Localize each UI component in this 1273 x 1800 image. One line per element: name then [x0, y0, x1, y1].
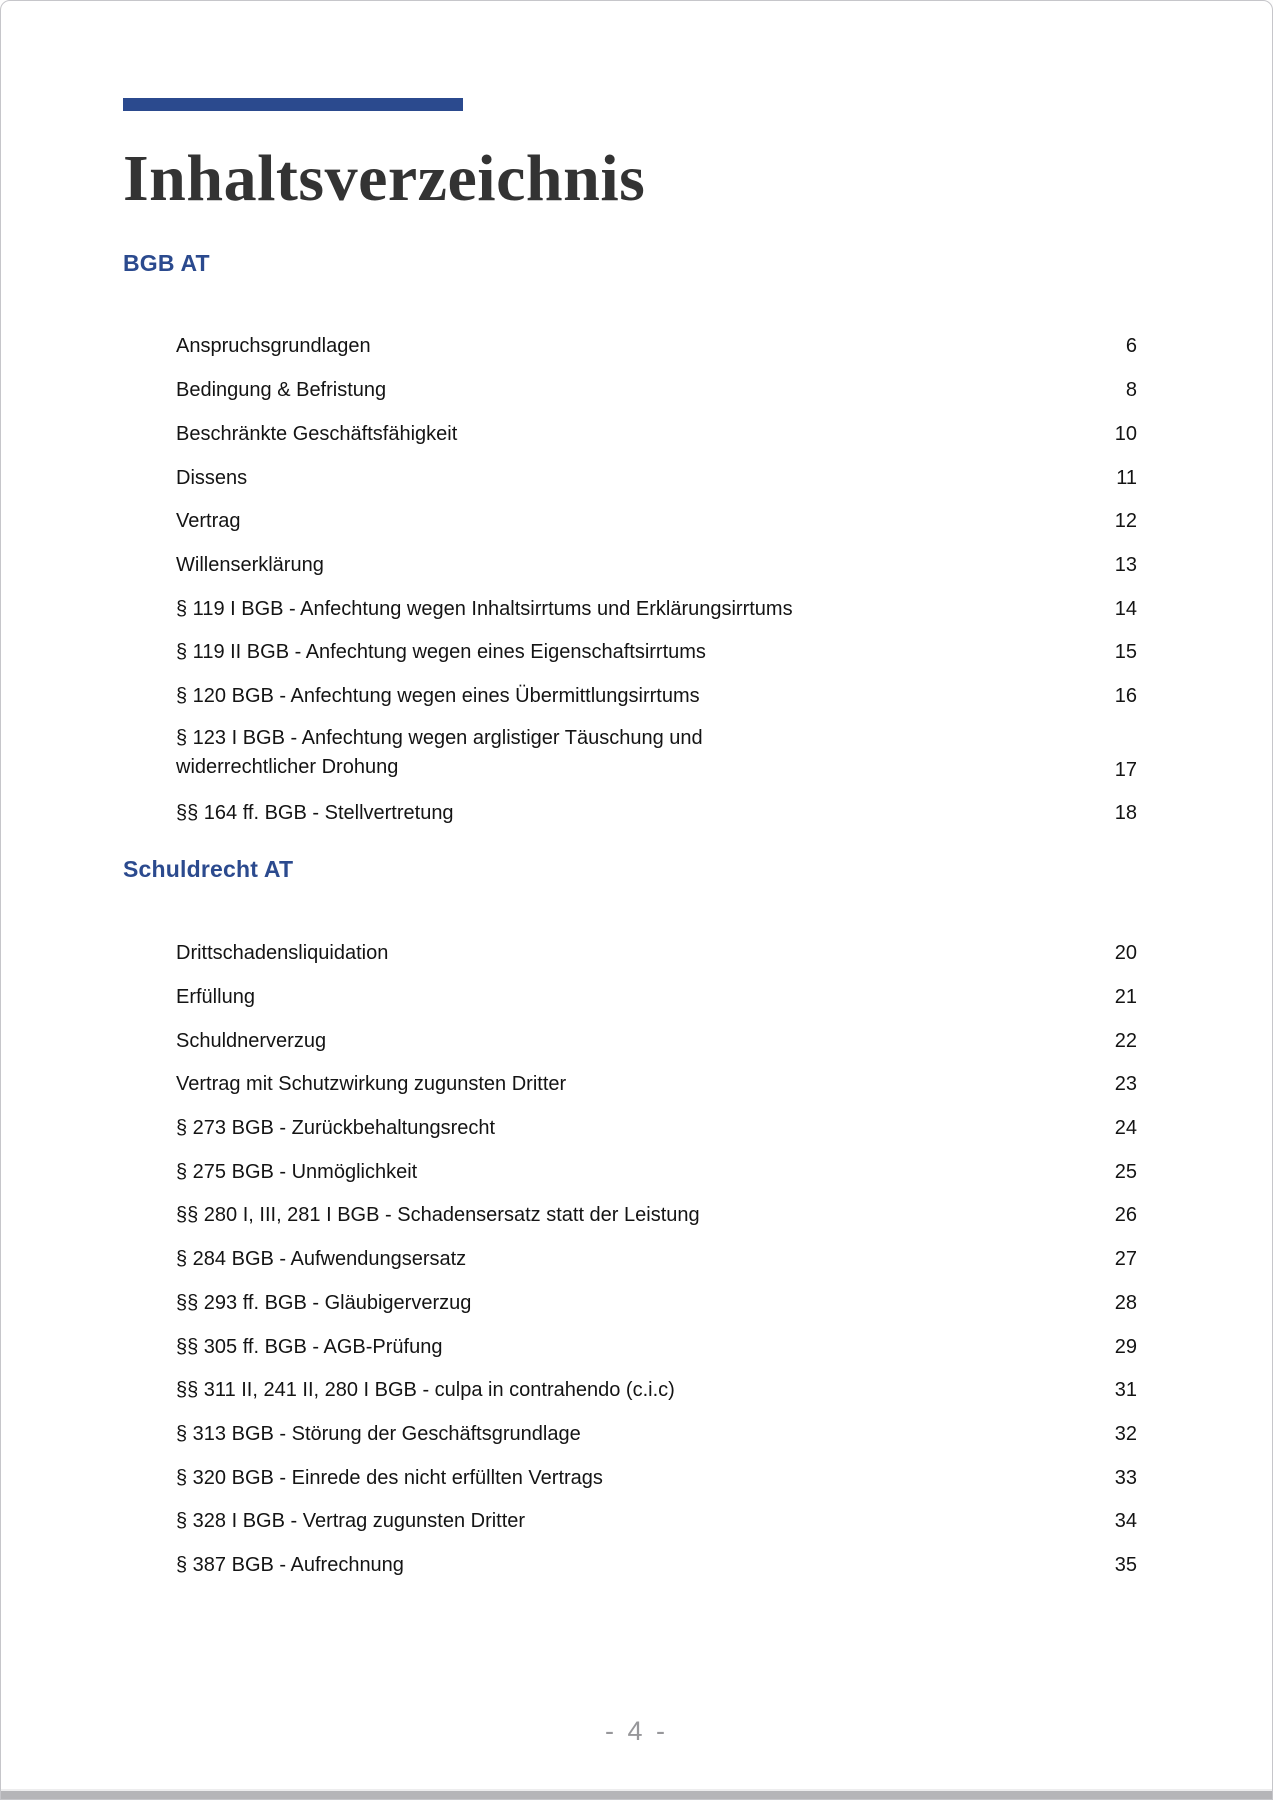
- toc-entry-label: § 119 I BGB - Anfechtung wegen Inhaltsirrtums und Erklärungsirrtums: [176, 597, 793, 620]
- toc-entry-page-number: 28: [1114, 1291, 1137, 1314]
- toc-entry-label: § 320 BGB - Einrede des nicht erfüllten Vertrags: [176, 1466, 603, 1489]
- toc-entry-label: §§ 280 I, III, 281 I BGB - Schadensersatz statt der Leistung: [176, 1204, 700, 1227]
- section-heading: Schuldrecht AT: [123, 856, 294, 883]
- toc-entry-page-number: 21: [1114, 986, 1137, 1008]
- toc-entry-page-number: 22: [1114, 1029, 1137, 1052]
- toc-entry-label: Vertrag mit Schutzwirkung zugunsten Dritter: [176, 1073, 567, 1096]
- toc-entry[interactable]: [176, 587, 1137, 631]
- toc-entry[interactable]: [176, 630, 1137, 674]
- toc-entry[interactable]: [176, 412, 1137, 456]
- toc-entry[interactable]: [176, 1237, 1137, 1281]
- toc-entry-label: § 120 BGB - Anfechtung wegen eines Übermittlungsirrtums: [176, 684, 700, 707]
- toc-entry-label: §§ 305 ff. BGB - AGB-Prüfung: [176, 1335, 443, 1358]
- page-bottom-edge: [1, 1789, 1272, 1799]
- toc-entry-page-number: 25: [1114, 1160, 1137, 1183]
- toc-entry-label: § 328 I BGB - Vertrag zugunsten Dritter: [176, 1510, 526, 1533]
- toc-entry-label: § 273 BGB - Zurückbehaltungsrecht: [176, 1117, 496, 1140]
- toc-entry-page-number: 32: [1114, 1422, 1137, 1445]
- toc-entry[interactable]: [176, 1019, 1137, 1063]
- toc-entry-page-number: 35: [1114, 1553, 1137, 1576]
- toc-entry[interactable]: [176, 499, 1137, 543]
- toc-entry[interactable]: [176, 1412, 1137, 1456]
- toc-entry-label: Beschränkte Geschäftsfähigkeit: [176, 422, 458, 445]
- toc-entry-page-number: 18: [1114, 801, 1137, 824]
- toc-entry[interactable]: [176, 543, 1137, 587]
- toc-section: [123, 856, 1137, 1586]
- toc-entry-label: Erfüllung: [176, 986, 255, 1008]
- toc-entry-page-number: 33: [1114, 1466, 1137, 1489]
- toc-section: [123, 250, 1137, 835]
- toc-entry[interactable]: [176, 674, 1137, 718]
- toc-entry-page-number: 26: [1114, 1204, 1137, 1227]
- toc-entry-page-number: 12: [1114, 510, 1137, 533]
- toc-entry[interactable]: [176, 1194, 1137, 1238]
- section-heading: BGB AT: [123, 249, 210, 276]
- toc-entry[interactable]: [176, 718, 1137, 791]
- toc-entry-label: §§ 164 ff. BGB - Stellvertretung: [176, 801, 454, 824]
- toc-entry-page-number: 29: [1114, 1335, 1137, 1358]
- toc-entry-label: § 275 BGB - Unmöglichkeit: [176, 1160, 418, 1183]
- toc-entry[interactable]: [176, 1456, 1137, 1500]
- toc-entry-page-number: 15: [1114, 641, 1137, 664]
- toc-entry-page-number: 23: [1114, 1073, 1137, 1096]
- toc-entry-label: Anspruchsgrundlagen: [176, 335, 371, 358]
- page-title: Inhaltsverzeichnis: [123, 142, 646, 215]
- toc-entry-page-number: 17: [1114, 758, 1137, 781]
- toc-entry[interactable]: [176, 1281, 1137, 1325]
- toc-entry-page-number: 6: [1125, 335, 1137, 358]
- toc-entry-page-number: 16: [1114, 684, 1137, 707]
- toc-entry[interactable]: [176, 1499, 1137, 1543]
- toc-entry-page-number: 8: [1125, 379, 1137, 402]
- toc-entry-label: Dissens: [176, 466, 248, 489]
- toc-entry[interactable]: [176, 975, 1137, 1019]
- toc-entry[interactable]: [176, 456, 1137, 500]
- toc-entry[interactable]: [176, 1368, 1137, 1412]
- toc-entry-label: Bedingung & Befristung: [176, 379, 387, 402]
- toc-entry-page-number: 13: [1114, 553, 1137, 576]
- toc-entry[interactable]: [176, 791, 1137, 835]
- toc-entry-label-line1: § 123 I BGB - Anfechtung wegen arglistiger Täuschung und: [176, 726, 703, 749]
- title-accent-bar: [123, 98, 463, 111]
- toc-entry-page-number: 20: [1114, 942, 1137, 965]
- toc-entry-page-number: 27: [1114, 1248, 1137, 1271]
- toc-entry-label: Willenserklärung: [176, 553, 324, 576]
- toc-entry-label: §§ 311 II, 241 II, 280 I BGB - culpa in contrahendo (c.i.c): [176, 1379, 675, 1402]
- toc-entry-page-number: 10: [1114, 422, 1137, 445]
- toc-content: [1, 1, 1272, 1587]
- toc-entry-label-line2: widerrechtlicher Drohung: [176, 755, 399, 778]
- toc-entry-label: § 313 BGB - Störung der Geschäftsgrundlage: [176, 1422, 581, 1445]
- toc-entry[interactable]: [176, 368, 1137, 412]
- toc-entry[interactable]: [176, 325, 1137, 369]
- toc-entry-page-number: 24: [1114, 1117, 1137, 1140]
- section-entries: [123, 325, 1137, 835]
- toc-entry[interactable]: [176, 931, 1137, 975]
- toc-entry[interactable]: [176, 1325, 1137, 1369]
- toc-entry[interactable]: [176, 1106, 1137, 1150]
- toc-entry[interactable]: [176, 1150, 1137, 1194]
- toc-entry-label: Drittschadensliquidation: [176, 942, 389, 965]
- toc-entry-page-number: 34: [1114, 1510, 1137, 1533]
- toc-sections: [123, 250, 1137, 1587]
- toc-entry[interactable]: [176, 1063, 1137, 1107]
- toc-entry-label: § 387 BGB - Aufrechnung: [176, 1553, 404, 1576]
- toc-entry-page-number: 31: [1114, 1379, 1137, 1402]
- toc-entry-label: § 119 II BGB - Anfechtung wegen eines Eigenschaftsirrtums: [176, 641, 706, 664]
- toc-entry-page-number: 11: [1116, 466, 1137, 489]
- toc-entry-label: §§ 293 ff. BGB - Gläubigerverzug: [176, 1291, 472, 1314]
- toc-entry-label: Vertrag: [176, 510, 241, 533]
- toc-entry-page-number: 14: [1114, 597, 1137, 620]
- toc-entry-label: [176, 724, 703, 782]
- footer-page-number: - 4 -: [604, 1716, 668, 1746]
- toc-entry-label: § 284 BGB - Aufwendungsersatz: [176, 1248, 467, 1271]
- toc-entry[interactable]: [176, 1543, 1137, 1587]
- toc-entry-label: Schuldnerverzug: [176, 1029, 327, 1052]
- section-entries: [123, 931, 1137, 1586]
